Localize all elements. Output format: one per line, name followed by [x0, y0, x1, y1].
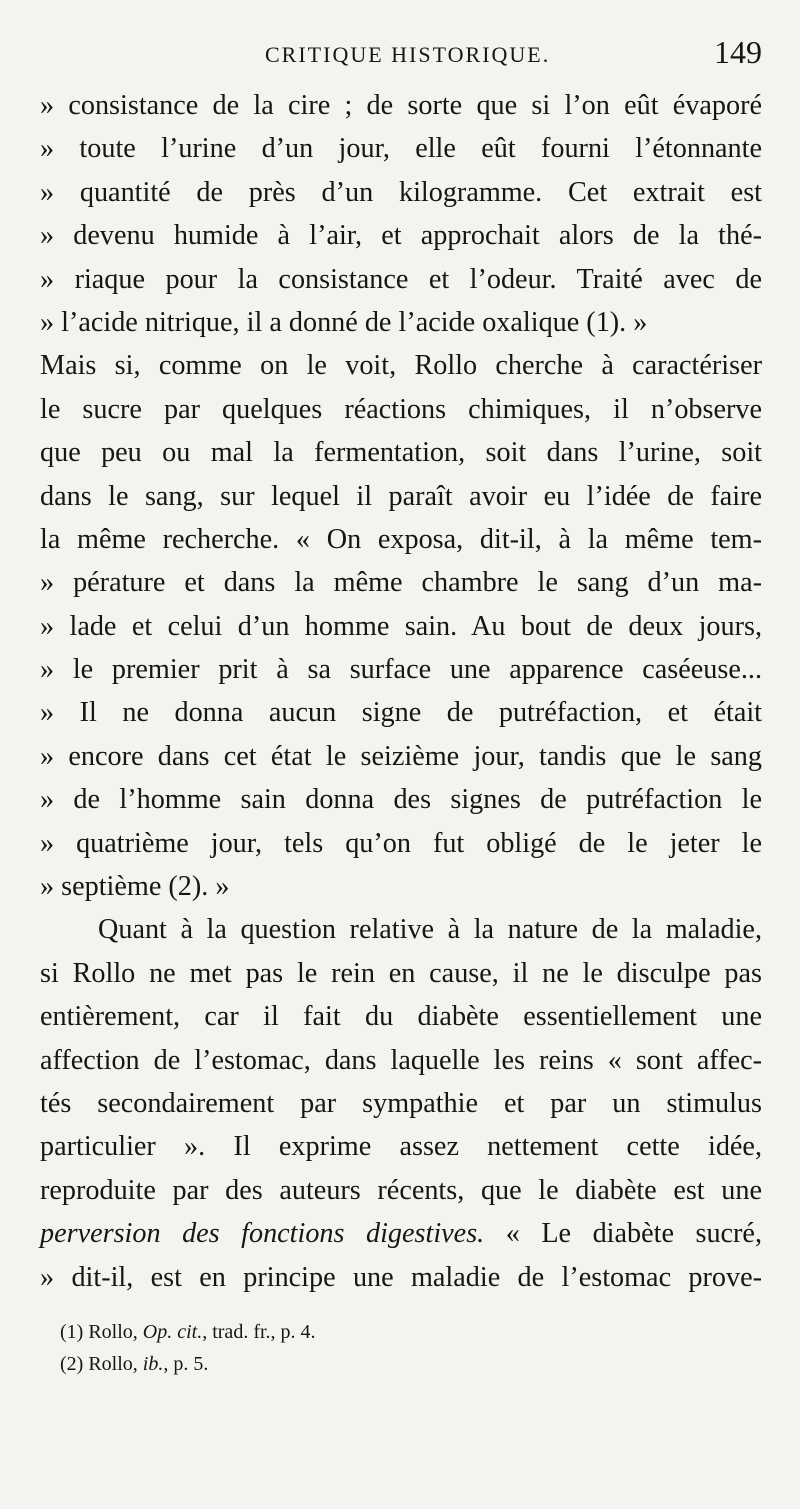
text-line: que peu ou mal la fermentation, soit dans l’urine, soit — [40, 437, 762, 469]
text-line: reproduite par des auteurs récents, que le diabète est une — [40, 1174, 762, 1206]
body-text — [40, 84, 762, 1299]
italic-phrase: perversion des fonctions digestives. — [40, 1218, 485, 1250]
text-line-mixed — [40, 1212, 762, 1255]
footnote-mark: (2) — [60, 1353, 89, 1375]
text-line: » pérature et dans la même chambre le sang d’un ma- — [40, 567, 762, 599]
text-line: » consistance de la cire ; de sorte que si l’on eût évaporé — [40, 90, 762, 121]
text-line: entièrement, car il fait du diabète essentiellement une — [40, 1001, 762, 1033]
footnote-author: Rollo, — [88, 1321, 143, 1343]
footnote — [60, 1316, 760, 1348]
footnote-italic: ib. — [142, 1353, 164, 1375]
text-line: particulier ». Il exprime assez nettement cette idée, — [40, 1131, 762, 1163]
text-line: » encore dans cet état le seizième jour, tandis que le sang — [40, 740, 762, 772]
text-line: » l’acide nitrique, il a donné de l’acide oxalique (1). » — [40, 306, 648, 338]
page-number: 149 — [714, 34, 762, 70]
text-line: » devenu humide à l’air, et approchait alors de la thé- — [40, 220, 762, 252]
text-line: » le premier prit à sa surface une apparence caséeuse... — [40, 654, 762, 686]
footnote-author: Rollo, — [88, 1353, 143, 1375]
footnotes — [60, 1316, 760, 1380]
text-line: » lade et celui d’un homme sain. Au bout de deux jours, — [40, 610, 762, 642]
text-line: » quatrième jour, tels qu’on fut obligé de le jeter le — [40, 827, 762, 859]
text-line: tés secondairement par sympathie et par un stimulus — [40, 1087, 762, 1119]
footnote — [60, 1348, 760, 1380]
text-line: dans le sang, sur lequel il paraît avoir eu l’idée de faire — [40, 480, 762, 512]
footnote-rest: , p. 5. — [163, 1353, 209, 1375]
footnote-mark: (1) — [60, 1321, 89, 1343]
text-line: affection de l’estomac, dans laquelle les reins « sont affec- — [40, 1044, 762, 1076]
footnote-rest: , trad. fr., p. 4. — [202, 1321, 316, 1343]
text-line: si Rollo ne met pas le rein en cause, il ne le disculpe pas — [40, 957, 762, 989]
text-line: » Il ne donna aucun signe de putréfaction, et était — [40, 697, 762, 729]
text-line-rest: « Le diabète sucré, — [484, 1218, 762, 1250]
text-line: la même recherche. « On exposa, dit-il, à la même tem- — [40, 523, 762, 555]
footnote-italic: Op. cit. — [142, 1321, 203, 1343]
text-line: » riaque pour la consistance et l’odeur. Traité avec de — [40, 263, 762, 295]
running-head: CRITIQUE HISTORIQUE. — [265, 42, 551, 67]
text-line: Mais si, comme on le voit, Rollo cherche à caractériser — [40, 350, 762, 382]
text-line: » septième (2). » — [40, 871, 230, 903]
text-line: » de l’homme sain donna des signes de putréfaction le — [40, 784, 762, 816]
text-line: » dit-il, est en principe une maladie de l’estomac prove- — [40, 1261, 762, 1293]
page-header — [40, 34, 762, 78]
text-line: Quant à la question relative à la nature de la maladie, — [98, 914, 762, 946]
text-line: le sucre par quelques réactions chimiques, il n’observe — [40, 393, 762, 425]
text-line: » toute l’urine d’un jour, elle eût fourni l’étonnante — [40, 133, 762, 165]
text-line: » quantité de près d’un kilogramme. Cet extrait est — [40, 176, 762, 208]
